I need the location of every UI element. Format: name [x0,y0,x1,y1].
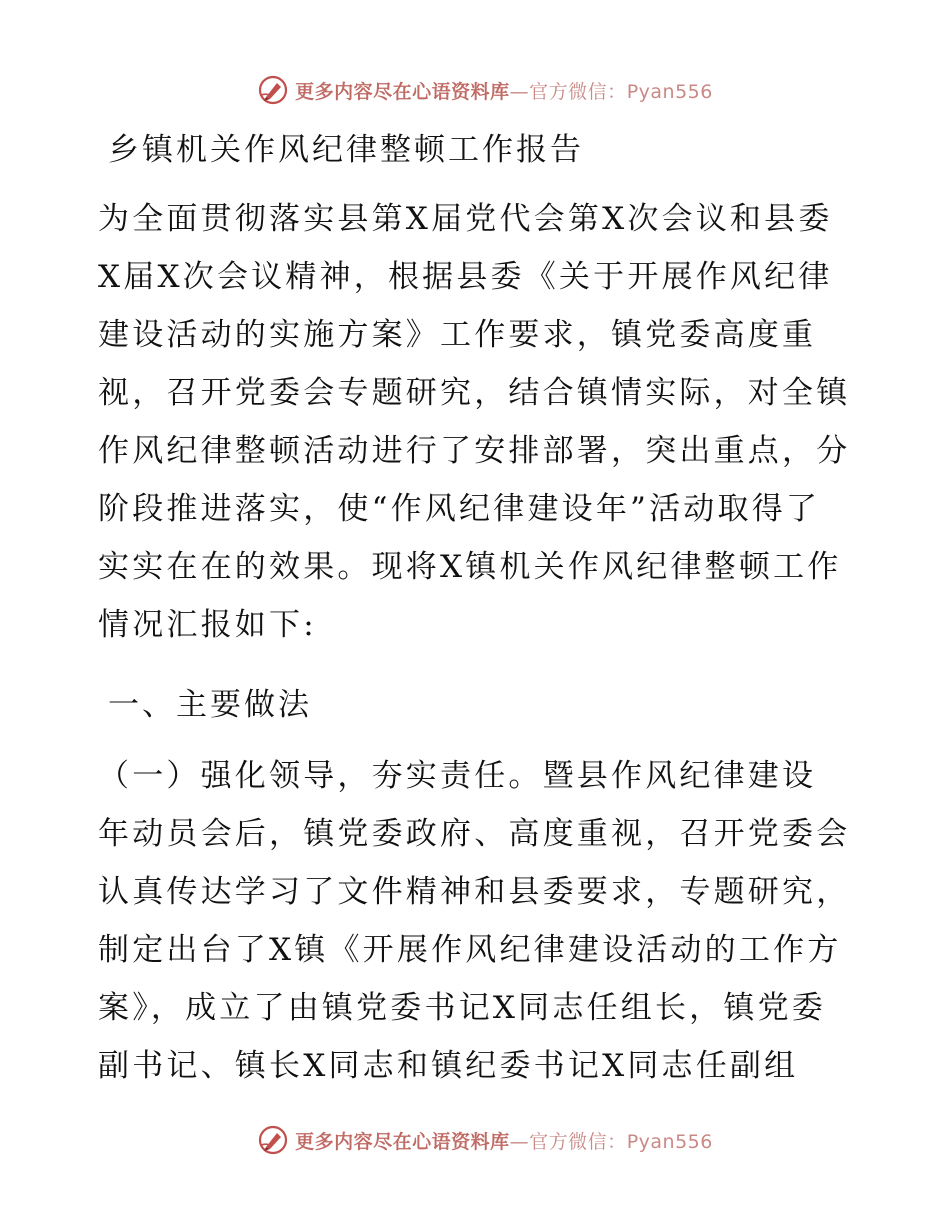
intro-paragraph [98,190,858,654]
document-title: 乡镇机关作风纪律整顿工作报告 [108,132,584,168]
intro-line: X届X次会议精神，根据县委《关于开展作风纪律 [98,259,833,295]
watermark-separator: — [509,1130,530,1153]
watermark-site-text: 更多内容尽在心语资料库 [295,1130,510,1153]
section-heading-main-practices: 一、主要做法 [108,687,312,723]
intro-line: 视，召开党委会专题研究，结合镇情实际，对全镇 [98,375,851,411]
intro-line: 实实在在的效果。现将X镇机关作风纪律整顿工作 [98,549,842,585]
watermark-banner-bottom [0,1120,950,1160]
watermark-text [295,77,713,104]
intro-line: 为全面贯彻落实县第X届党代会第X次会议和县委 [98,201,833,237]
pen-logo-icon [257,1124,289,1156]
section-1-line: 认真传达学习了文件精神和县委要求，专题研究， [98,874,851,910]
intro-line: 建设活动的实施方案》工作要求，镇党委高度重 [98,317,817,353]
section-1-line: （一）强化领导，夯实责任。暨县作风纪律建设 [98,758,817,794]
pen-logo-icon [257,74,289,106]
watermark-wechat-id: Pyan556 [626,80,713,103]
watermark-wechat-label: 官方微信： [529,1130,627,1153]
watermark-site-text: 更多内容尽在心语资料库 [295,80,510,103]
section-1-paragraph [98,747,858,1095]
section-1-line: 年动员会后，镇党委政府、高度重视，召开党委会 [98,816,851,852]
watermark-separator: — [509,80,530,103]
intro-line: 阶段推进落实，使“作风纪律建设年”活动取得了 [98,491,821,527]
section-1-line: 制定出台了X镇《开展作风纪律建设活动的工作方 [98,932,842,968]
watermark-banner-top [0,70,950,110]
section-1-line: 副书记、镇长X同志和镇纪委书记X同志任副组 [98,1048,799,1084]
watermark-text [295,1127,713,1154]
section-1-line: 案》，成立了由镇党委书记X同志任组长，镇党委 [98,990,826,1026]
watermark-wechat-id: Pyan556 [626,1130,713,1153]
watermark-wechat-label: 官方微信： [529,80,627,103]
intro-line: 作风纪律整顿活动进行了安排部署，突出重点，分 [98,433,851,469]
intro-line: 情况汇报如下: [98,607,317,643]
